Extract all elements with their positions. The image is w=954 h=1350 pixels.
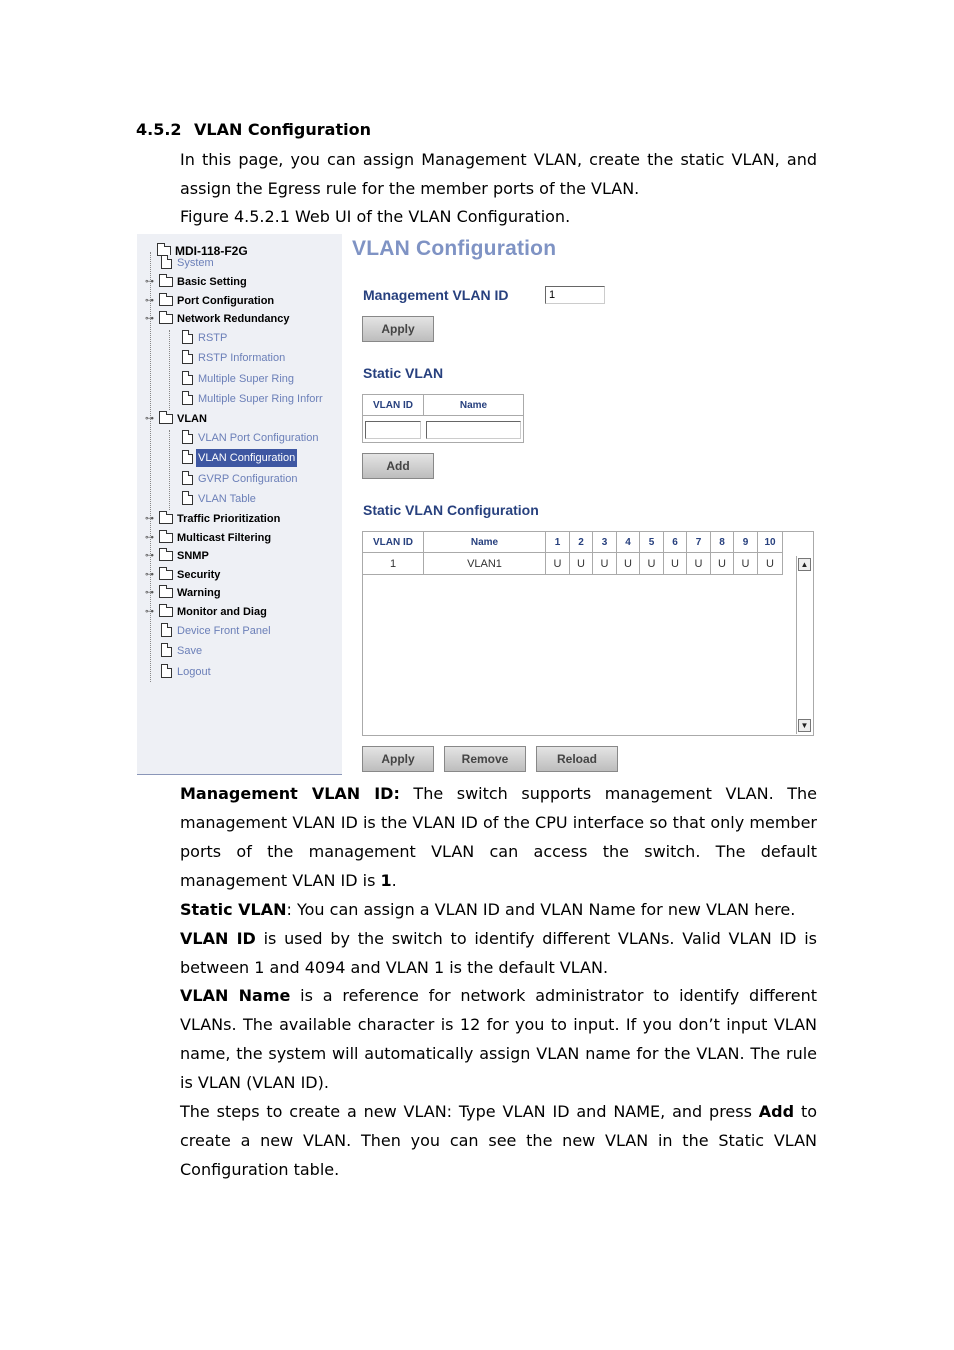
cfg-header-2: 2 xyxy=(569,531,593,553)
cfg-header-7: 7 xyxy=(686,531,711,553)
cfg-header-vlan-id: VLAN ID xyxy=(362,531,424,553)
page-icon xyxy=(182,471,193,485)
page-icon xyxy=(161,664,172,678)
static-vlan-term: Static VLAN xyxy=(180,900,287,919)
tree-item-label: SNMP xyxy=(177,550,209,562)
steps-start: The steps to create a new VLAN: Type VLAN ID and NAME, and press xyxy=(180,1102,759,1121)
steps-paragraph xyxy=(180,1097,817,1184)
folder-icon xyxy=(159,588,173,598)
tree-item-label: Basic Setting xyxy=(177,276,247,288)
mgmt-vlan-label: Management VLAN ID xyxy=(363,287,509,303)
cfg-header-3: 3 xyxy=(592,531,617,553)
static-vlan-paragraph xyxy=(180,895,817,924)
cfg-cell-port-membership[interactable]: U xyxy=(592,553,617,575)
cfg-cell-name: VLAN1 xyxy=(423,553,546,575)
cfg-cell-port-membership[interactable]: U xyxy=(733,553,758,575)
tree-item-label: Device Front Panel xyxy=(177,625,271,637)
expand-toggle-icon[interactable]: ⊶ xyxy=(145,513,154,523)
tree-item-label: VLAN xyxy=(177,413,207,425)
cfg-cell-vlan-id: 1 xyxy=(362,553,424,575)
cfg-header-1: 1 xyxy=(545,531,570,553)
page-icon xyxy=(182,350,193,364)
steps-rest: to create a new VLAN. Then you can see the new VLAN in the Static VLAN Configuration table. xyxy=(180,1102,818,1179)
mgmt-vlan-input[interactable] xyxy=(545,286,605,304)
vlan-config-screenshot xyxy=(137,234,817,776)
folder-icon xyxy=(159,533,173,543)
tree-item-label: Save xyxy=(177,645,203,657)
expand-toggle-icon[interactable]: ⊶ xyxy=(145,550,154,560)
tree-item-label: Port Configuration xyxy=(177,295,275,307)
expand-toggle-icon[interactable]: ⊶ xyxy=(145,569,154,579)
tree-connector xyxy=(150,252,151,682)
tree-item-label: Multiple Super Ring xyxy=(198,373,294,385)
cfg-header-10: 10 xyxy=(757,531,783,553)
vlan-config-panel xyxy=(342,234,817,776)
vlan-id-term: VLAN ID xyxy=(180,929,256,948)
mgmt-vlan-term: Management VLAN ID: xyxy=(180,784,400,803)
tree-item-label: Network Redundancy xyxy=(177,313,290,325)
page-icon xyxy=(161,643,172,657)
static-vlan-config-label: Static VLAN Configuration xyxy=(363,502,539,518)
page-icon xyxy=(161,623,172,637)
vlan-id-paragraph xyxy=(180,924,817,982)
cfg-cell-port-membership[interactable]: U xyxy=(616,553,640,575)
cfg-header-5: 5 xyxy=(639,531,664,553)
expand-toggle-icon[interactable]: ⊶ xyxy=(145,587,154,597)
add-button[interactable]: Add xyxy=(362,453,434,479)
tree-item-label: GVRP Configuration xyxy=(198,473,298,485)
tree-item-label: Multiple Super Ring Inforr xyxy=(198,393,323,405)
static-header-vlan-id: VLAN ID xyxy=(362,394,424,416)
page-icon xyxy=(182,371,193,385)
cfg-header-8: 8 xyxy=(710,531,734,553)
folder-icon xyxy=(159,551,173,561)
tree-item-label: VLAN Port Configuration xyxy=(198,432,319,444)
table-apply-button[interactable]: Apply xyxy=(362,746,434,772)
folder-icon xyxy=(159,277,173,287)
cfg-cell-port-membership[interactable]: U xyxy=(545,553,570,575)
expand-toggle-icon[interactable]: ⊶ xyxy=(145,313,154,323)
section-title: VLAN Configuration xyxy=(194,120,371,139)
tree-item-label: RSTP Information xyxy=(198,352,286,364)
tree-item-label: System xyxy=(177,257,214,269)
tree-item-label: Security xyxy=(177,569,221,581)
cfg-cell-port-membership[interactable]: U xyxy=(569,553,593,575)
table-scrollbar[interactable] xyxy=(796,556,813,734)
intro-paragraph: In this page, you can assign Management VLAN, create the static VLAN, and assign the Egress rule for the member ports of the VLAN. xyxy=(180,150,817,198)
tree-item-label: VLAN Configuration xyxy=(196,449,297,467)
tree-item-label: Traffic Prioritization xyxy=(177,513,281,525)
tree-item-label: Warning xyxy=(177,587,221,599)
folder-icon xyxy=(159,514,173,524)
static-vlan-name-input[interactable] xyxy=(426,421,521,439)
page-icon xyxy=(182,330,193,344)
scroll-down-icon[interactable]: ▼ xyxy=(798,719,811,732)
cfg-header-9: 9 xyxy=(733,531,758,553)
page-icon xyxy=(182,491,193,505)
mgmt-apply-button[interactable]: Apply xyxy=(362,316,434,342)
scroll-up-icon[interactable]: ▲ xyxy=(798,558,811,571)
reload-button[interactable]: Reload xyxy=(536,746,618,772)
expand-toggle-icon[interactable]: ⊶ xyxy=(145,606,154,616)
tree-connector xyxy=(169,430,170,510)
default-vlan-value: 1 xyxy=(380,871,392,890)
vlan-name-term: VLAN Name xyxy=(180,986,291,1005)
expand-toggle-icon[interactable]: ⊶ xyxy=(145,295,154,305)
cfg-cell-port-membership[interactable]: U xyxy=(686,553,711,575)
navigation-tree xyxy=(137,234,342,775)
cfg-header-6: 6 xyxy=(663,531,687,553)
section-number: 4.5.2 xyxy=(136,120,182,139)
tree-item-label: Monitor and Diag xyxy=(177,606,267,618)
tree-item-label: Multicast Filtering xyxy=(177,532,272,544)
cfg-header-4: 4 xyxy=(616,531,640,553)
expand-toggle-icon[interactable]: ⊶ xyxy=(145,413,154,423)
section-heading xyxy=(136,120,371,139)
tree-item-label: VLAN Table xyxy=(198,493,256,505)
folder-icon xyxy=(159,414,173,424)
folder-icon xyxy=(159,607,173,617)
page-icon xyxy=(182,430,193,444)
vlan-name-desc: is a reference for network administrator to identify different VLANs. The available character is 12 for you to input. If you don’t input VLAN name, the system will automatically assign VLAN name for the VLAN. The rule is VLAN (VLAN ID). xyxy=(180,986,817,1092)
tree-item-label: Logout xyxy=(177,666,211,678)
cfg-cell-port-membership[interactable]: U xyxy=(639,553,664,575)
cfg-cell-port-membership[interactable]: U xyxy=(663,553,687,575)
expand-toggle-icon[interactable]: ⊶ xyxy=(145,532,154,542)
static-vlan-id-input[interactable] xyxy=(365,421,421,439)
page-icon xyxy=(182,391,193,405)
folder-icon xyxy=(159,570,173,580)
cfg-header-name: Name xyxy=(423,531,546,553)
add-term: Add xyxy=(758,1102,795,1121)
cfg-cell-port-membership[interactable]: U xyxy=(710,553,734,575)
panel-title: VLAN Configuration xyxy=(352,237,557,260)
static-vlan-label: Static VLAN xyxy=(363,365,444,381)
vlan-name-paragraph xyxy=(180,981,817,1097)
figure-caption: Figure 4.5.2.1 Web UI of the VLAN Configuration. xyxy=(180,207,571,226)
mgmt-vlan-end: . xyxy=(391,871,397,890)
folder-icon xyxy=(159,296,173,306)
tree-connector xyxy=(169,330,170,410)
static-vlan-config-table xyxy=(362,531,814,736)
static-vlan-desc: : You can assign a VLAN ID and VLAN Name for new VLAN here. xyxy=(286,900,796,919)
remove-button[interactable]: Remove xyxy=(444,746,526,772)
mgmt-vlan-paragraph xyxy=(180,779,817,895)
mgmt-vlan-desc: The switch supports management VLAN. The management VLAN ID is the VLAN ID of the CPU interface so that only member ports of the management VLAN can access the switch. The default management VLAN ID is xyxy=(180,784,817,890)
vlan-id-desc: is used by the switch to identify different VLANs. Valid VLAN ID is between 1 and 4094 and VLAN 1 is the default VLAN. xyxy=(180,929,818,977)
folder-icon xyxy=(159,314,173,324)
static-header-name: Name xyxy=(423,394,524,416)
tree-item-label: MDI-118-F2G xyxy=(175,244,248,258)
cfg-cell-port-membership[interactable]: U xyxy=(757,553,783,575)
expand-toggle-icon[interactable]: ⊶ xyxy=(145,276,154,286)
page-icon xyxy=(161,255,172,269)
page-icon xyxy=(182,450,193,464)
tree-item-label: RSTP xyxy=(198,332,228,344)
